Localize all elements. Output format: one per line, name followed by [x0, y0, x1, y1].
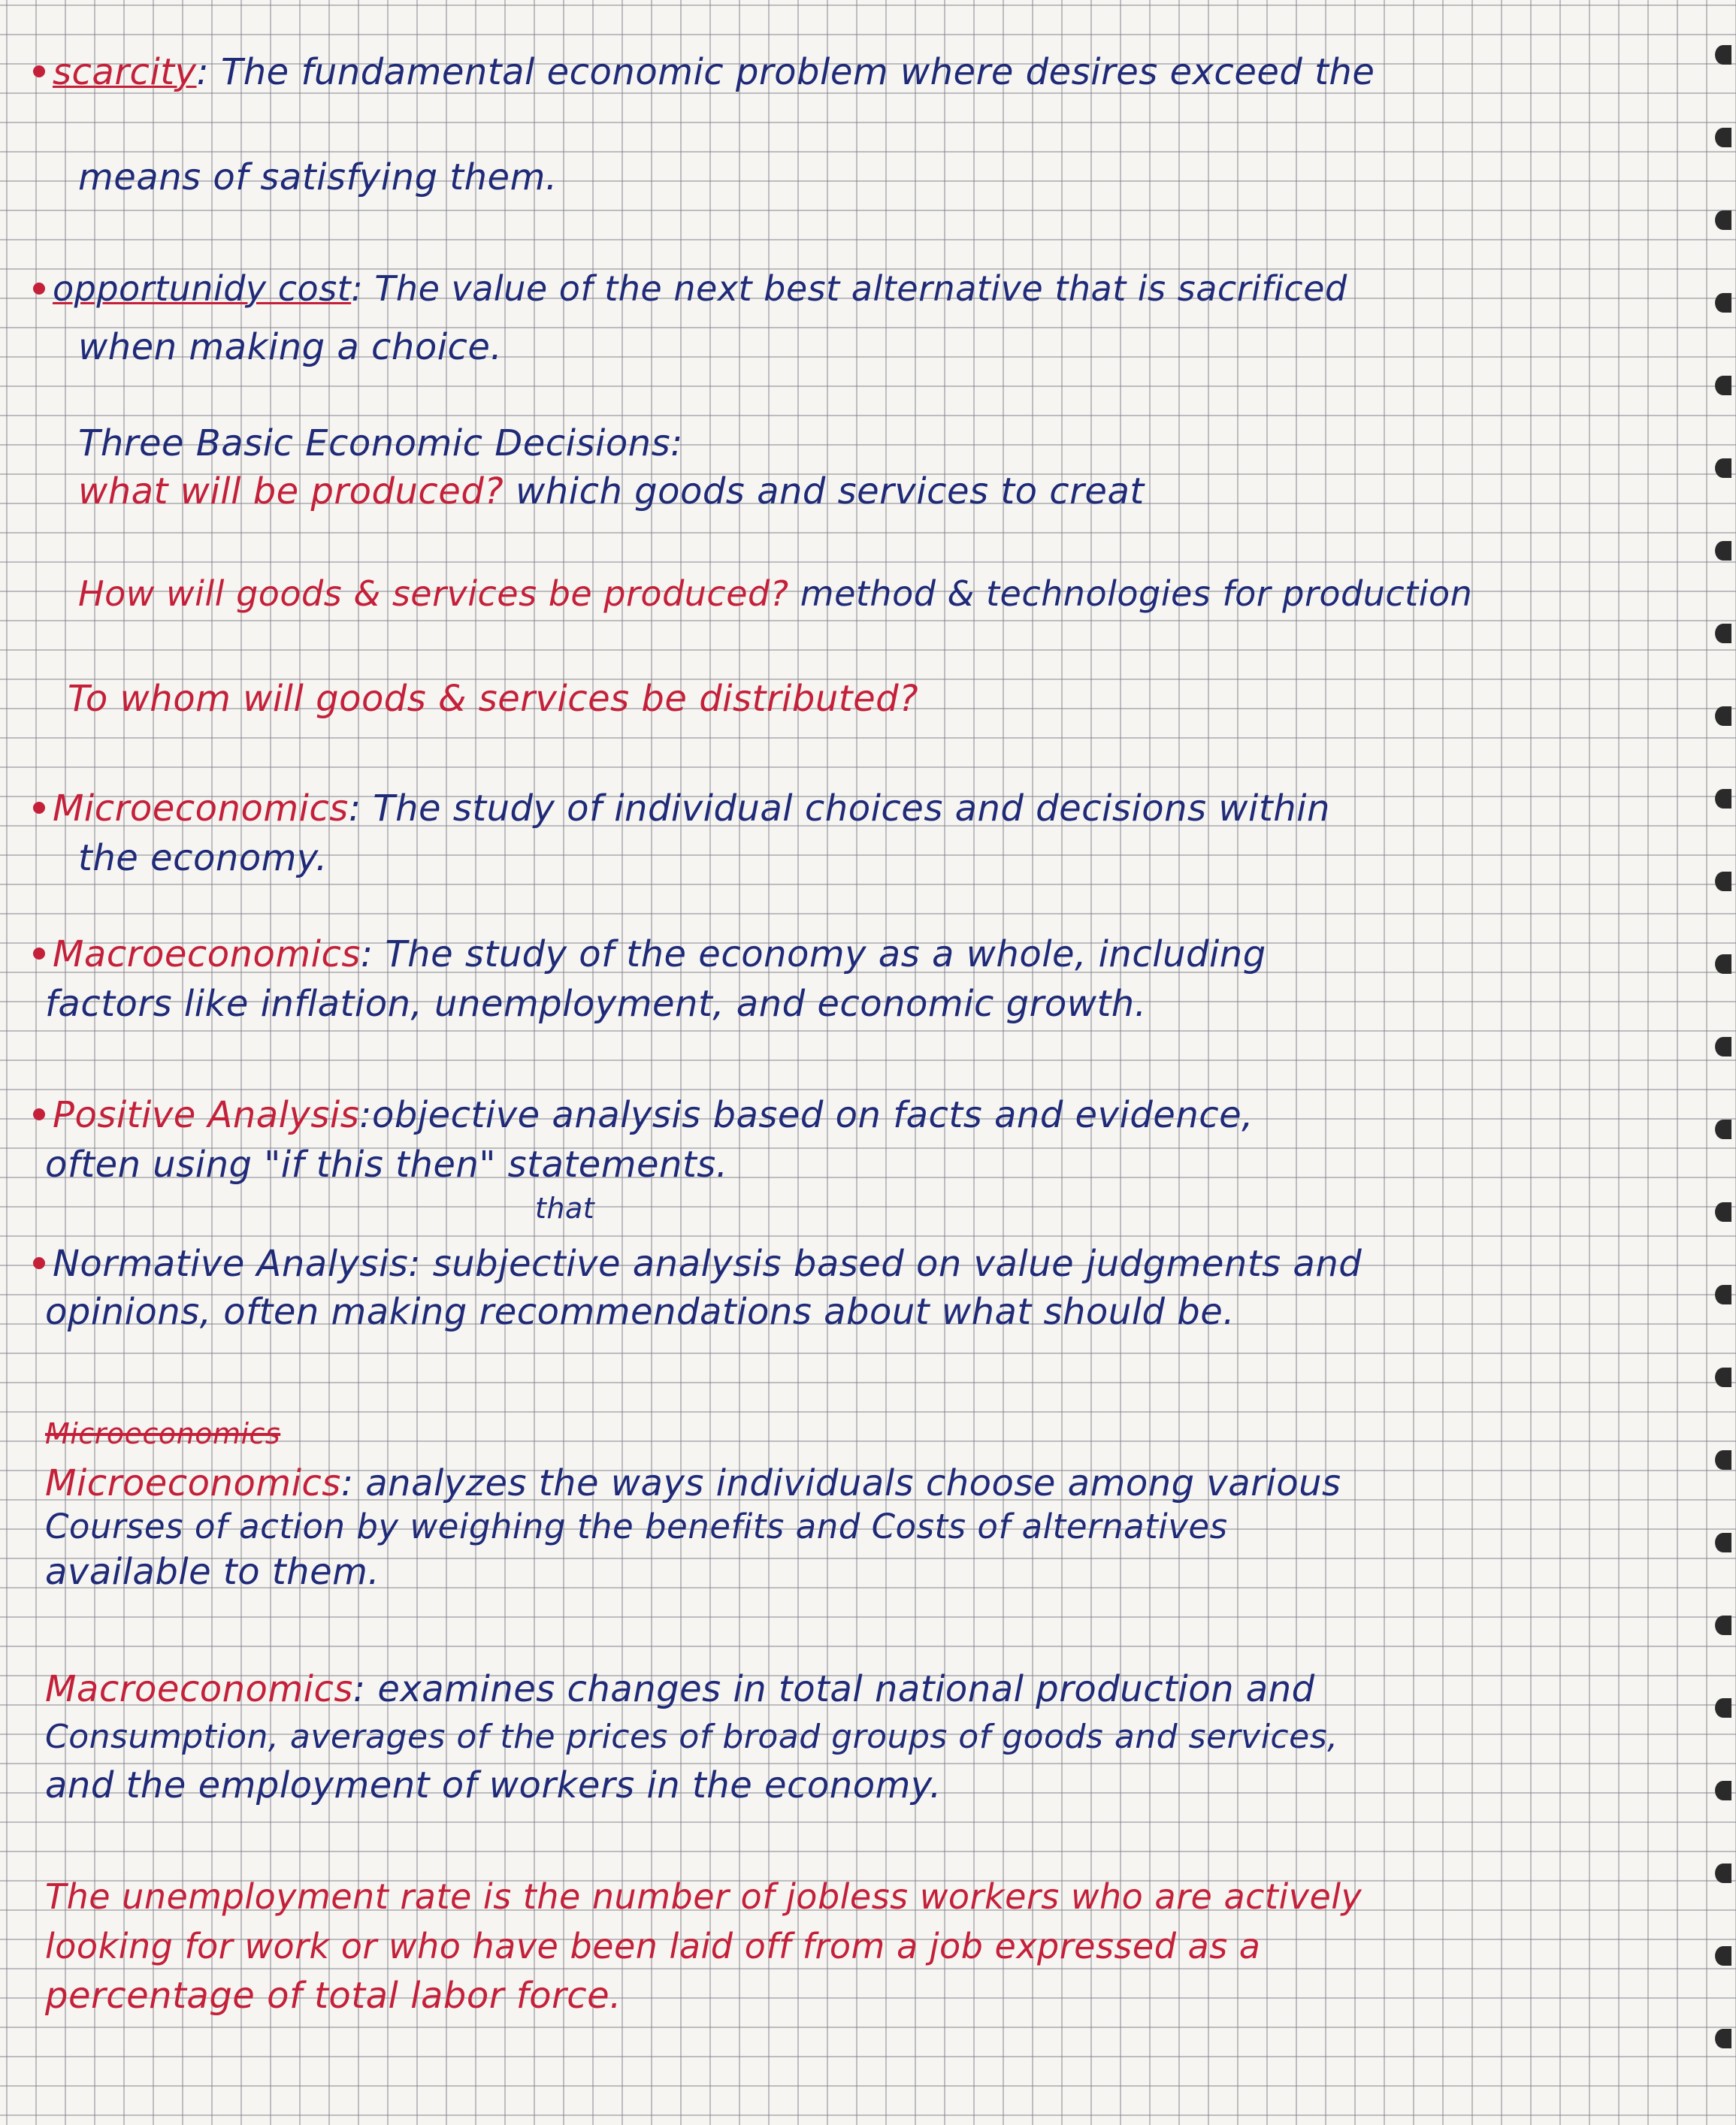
normative-analysis-term: Normative Analysis [53, 1243, 409, 1285]
opportunity-cost-term: opportunidy cost [53, 268, 352, 309]
ring-hole [1715, 789, 1731, 809]
opportunity-cost-definition: opportunidy cost: The value of the next best alternative that is sacrificed [33, 266, 1347, 311]
ring-hole [1715, 1616, 1731, 1635]
ring-hole [1715, 2029, 1731, 2048]
ring-hole [1715, 1285, 1731, 1304]
macro-short-text: The study of the economy as a whole, including [385, 933, 1266, 975]
micro-short-continuation: the economy. [78, 837, 328, 879]
ring-hole [1715, 1533, 1731, 1552]
decision-how-answer: method & technologies for production [800, 573, 1473, 614]
three-decisions-heading: Three Basic Economic Decisions: [78, 422, 683, 464]
ring-hole [1715, 624, 1731, 643]
ring-hole [1715, 1202, 1731, 1222]
spiral-binding [1706, 0, 1736, 2125]
macro-long-term: Macroeconomics [45, 1668, 353, 1710]
normative-analysis-definition: Normative Analysis: subjective analysis based on value judgments and [33, 1241, 1362, 1286]
macro-long-text: examines changes in total national production and [377, 1668, 1315, 1710]
ring-hole [1715, 954, 1731, 974]
ring-hole [1715, 210, 1731, 230]
micro-long-continuation-2: available to them. [45, 1551, 380, 1593]
bullet-dot [33, 948, 45, 960]
decision-what-question: what will be produced? [78, 470, 504, 512]
bullet-dot [33, 802, 45, 814]
opportunity-cost-continuation: when making a choice. [78, 326, 503, 368]
ring-hole [1715, 1698, 1731, 1718]
decision-what-answer: which goods and services to creat [516, 470, 1145, 512]
micro-long-continuation-1: Courses of action by weighing the benefits and Costs of alternatives [45, 1507, 1228, 1546]
decision-how [78, 571, 1472, 616]
ring-hole [1715, 1864, 1731, 1883]
scarcity-text: The fundamental economic problem where desires exceed the [220, 51, 1375, 93]
positive-analysis-insertion: that [535, 1192, 595, 1225]
bullet-dot [33, 1108, 45, 1120]
ring-hole [1715, 458, 1731, 478]
bullet-dot [33, 283, 45, 295]
positive-analysis-definition: Positive Analysis:objective analysis based on facts and evidence, [33, 1093, 1254, 1138]
unemployment-line-1: The unemployment rate is the number of jobless workers who are actively [45, 1876, 1362, 1917]
ring-hole [1715, 293, 1731, 313]
micro-short-text: The study of individual choices and decisions within [373, 787, 1330, 830]
positive-analysis-term: Positive Analysis [53, 1094, 360, 1136]
crossed-out-word: Microeconomics [45, 1417, 281, 1450]
normative-analysis-continuation: opinions, often making recommendations about what should be. [45, 1291, 1235, 1333]
unemployment-line-2: looking for work or who have been laid off from a job expressed as a [45, 1926, 1261, 1966]
scarcity-continuation: means of satisfying them. [78, 156, 558, 198]
ring-hole [1715, 872, 1731, 891]
micro-long-definition: Microeconomics: analyzes the ways individuals choose among various [45, 1462, 1341, 1504]
ring-hole [1715, 45, 1731, 65]
macro-short-definition: Macroeconomics: The study of the economy as a whole, including [33, 932, 1266, 977]
ring-hole [1715, 1946, 1731, 1966]
macro-long-continuation-1: Consumption, averages of the prices of broad groups of goods and services, [45, 1718, 1338, 1756]
decision-to-whom: To whom will goods & services be distributed? [68, 678, 919, 720]
decision-what [78, 469, 1145, 514]
ring-hole [1715, 376, 1731, 395]
unemployment-line-3: percentage of total labor force. [45, 1975, 622, 2017]
macro-short-continuation: factors like inflation, unemployment, and economic growth. [45, 983, 1147, 1025]
opportunity-cost-text: The value of the next best alternative that is sacrificed [374, 268, 1347, 309]
ring-hole [1715, 1037, 1731, 1056]
macro-long-definition: Macroeconomics: examines changes in total national production and [45, 1668, 1315, 1710]
micro-short-term: Microeconomics [53, 787, 349, 830]
ring-hole [1715, 1368, 1731, 1387]
ring-hole [1715, 1781, 1731, 1800]
micro-short-definition: Microeconomics: The study of individual choices and decisions within [33, 786, 1330, 831]
decision-how-question: How will goods & services be produced? [78, 573, 789, 614]
ring-hole [1715, 1120, 1731, 1139]
scarcity-definition: scarcity: The fundamental economic problem where desires exceed the [33, 50, 1375, 95]
bullet-dot [33, 1257, 45, 1269]
micro-long-term: Microeconomics [45, 1462, 341, 1504]
ring-hole [1715, 706, 1731, 726]
bullet-dot [33, 65, 45, 77]
micro-long-text: analyzes the ways individuals choose among various [365, 1462, 1341, 1504]
normative-analysis-text: subjective analysis based on value judgments and [432, 1243, 1362, 1285]
ring-hole [1715, 1450, 1731, 1470]
macro-short-term: Macroeconomics [53, 933, 361, 975]
positive-analysis-text: objective analysis based on facts and evidence, [371, 1094, 1254, 1136]
positive-analysis-continuation: often using "if this then" statements. [45, 1144, 728, 1186]
ring-hole [1715, 128, 1731, 147]
scarcity-term: scarcity [53, 51, 197, 93]
macro-long-continuation-2: and the employment of workers in the economy. [45, 1764, 942, 1806]
ring-hole [1715, 541, 1731, 561]
